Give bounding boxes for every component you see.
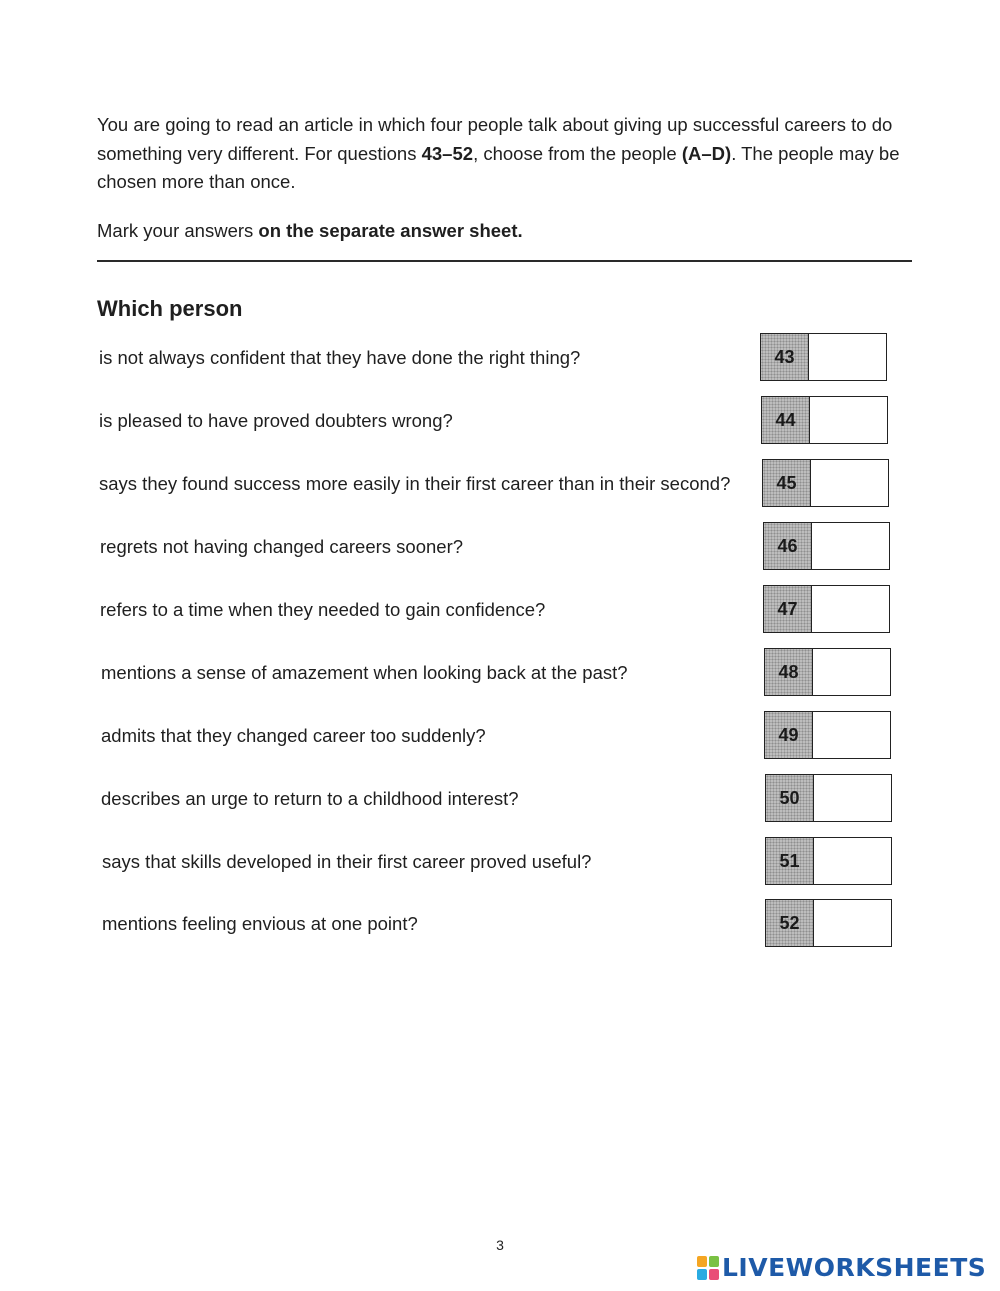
answer-box <box>761 396 888 444</box>
intro-text-1: You are going to read an article in which four people talk about giving up successful careers to do something very different. For questions <box>97 114 893 164</box>
answer-sheet-instruction <box>97 217 917 245</box>
logo-square-3 <box>697 1269 707 1280</box>
question-text: refers to a time when they needed to gain confidence? <box>100 599 546 620</box>
answer-input[interactable] <box>809 334 886 380</box>
question-number: 44 <box>762 397 810 443</box>
intro-text-2: , choose from the people <box>473 142 682 164</box>
liveworksheets-logo <box>697 1254 986 1282</box>
question-number: 50 <box>766 775 814 821</box>
answer-input[interactable] <box>812 586 889 632</box>
answer-box <box>763 522 890 570</box>
logo-square-4 <box>709 1269 719 1280</box>
logo-icon <box>697 1256 719 1280</box>
answer-box <box>764 711 891 759</box>
logo-text: LIVEWORKSHEETS <box>722 1253 987 1282</box>
question-text: is pleased to have proved doubters wrong? <box>99 410 453 431</box>
answer-box <box>765 774 892 822</box>
answer-input[interactable] <box>812 523 889 569</box>
question-text: admits that they changed career too suddenly? <box>101 725 486 746</box>
answer-box <box>760 333 887 381</box>
answer-input[interactable] <box>813 649 890 695</box>
answer-box <box>765 837 892 885</box>
page-number: 3 <box>496 1237 504 1253</box>
answer-input[interactable] <box>814 900 891 946</box>
people-range: (A–D) <box>681 142 732 164</box>
question-text: regrets not having changed careers sooner? <box>100 536 464 557</box>
question-number: 43 <box>761 334 809 380</box>
divider <box>97 260 912 262</box>
question-text: mentions a sense of amazement when looking back at the past? <box>101 662 628 683</box>
question-text: describes an urge to return to a childhood interest? <box>101 788 519 809</box>
question-text: is not always confident that they have done the right thing? <box>99 347 581 368</box>
answer-box <box>765 899 892 947</box>
answer-box <box>763 585 890 633</box>
answer-input[interactable] <box>810 397 887 443</box>
instructions-text <box>97 111 917 197</box>
answer-box <box>762 459 889 507</box>
logo-square-1 <box>697 1256 707 1267</box>
question-range: 43–52 <box>421 142 474 164</box>
question-number: 51 <box>766 838 814 884</box>
answer-box <box>764 648 891 696</box>
question-number: 46 <box>764 523 812 569</box>
question-number: 52 <box>766 900 814 946</box>
instruction-bold: on the separate answer sheet. <box>258 220 523 241</box>
intro-text-3: . The people may be chosen more than once. <box>97 142 900 192</box>
question-number: 48 <box>765 649 813 695</box>
question-text: says that skills developed in their first career proved useful? <box>102 851 592 872</box>
answer-input[interactable] <box>814 838 891 884</box>
question-number: 45 <box>763 460 811 506</box>
question-text: mentions feeling envious at one point? <box>102 913 418 934</box>
answer-input[interactable] <box>814 775 891 821</box>
answer-input[interactable] <box>813 712 890 758</box>
answer-input[interactable] <box>811 460 888 506</box>
section-heading: Which person <box>97 296 243 321</box>
instruction-prefix: Mark your answers <box>97 220 259 241</box>
question-text: says they found success more easily in their first career than in their second? <box>99 473 731 494</box>
question-number: 47 <box>764 586 812 632</box>
question-number: 49 <box>765 712 813 758</box>
logo-square-2 <box>709 1256 719 1267</box>
